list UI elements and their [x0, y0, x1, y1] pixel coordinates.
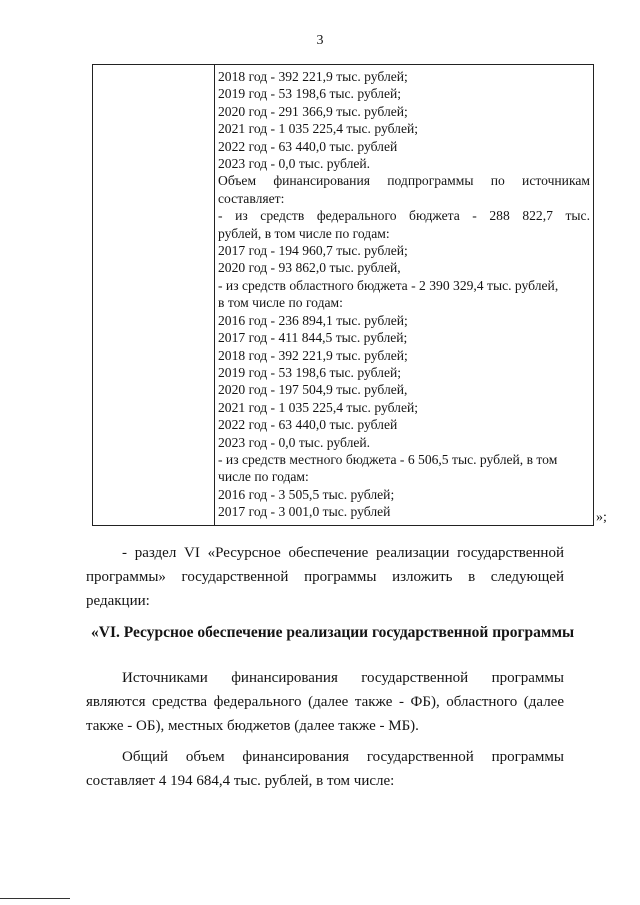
table-line: 2019 год - 53 198,6 тыс. рублей; [218, 86, 402, 102]
table-line: 2022 год - 63 440,0 тыс. рублей [218, 138, 398, 154]
funding-table [92, 64, 594, 526]
table-column-divider [214, 65, 215, 525]
table-line: рублей, в том числе по годам: [218, 225, 390, 241]
table-line: составляет: [218, 190, 285, 206]
table-line: числе по годам: [218, 469, 309, 485]
amendment-line: редакции: [86, 593, 150, 609]
table-line: 2017 год - 3 001,0 тыс. рублей [218, 504, 391, 520]
total-line: составляет 4 194 684,4 тыс. рублей, в том числе: [86, 773, 395, 789]
funding-details-cell [218, 68, 590, 521]
table-line: Объем финансирования подпрограммы по источникам [218, 173, 590, 189]
table-line: 2022 год - 63 440,0 тыс. рублей [218, 417, 398, 433]
sources-line: являются средства федерального (далее также - ФБ), областного (далее [86, 694, 564, 710]
section-heading: «VI. Ресурсное обеспечение реализации государственной программы [91, 624, 575, 641]
closing-quote: »; [596, 510, 607, 525]
table-line: 2023 год - 0,0 тыс. рублей. [218, 434, 371, 450]
total-paragraph [86, 745, 564, 793]
sources-paragraph [86, 666, 564, 738]
table-line: в том числе по годам: [218, 295, 343, 311]
table-line: 2021 год - 1 035 225,4 тыс. рублей; [218, 399, 419, 415]
table-line: - из средств местного бюджета - 6 506,5 тыс. рублей, в том [218, 451, 558, 467]
table-line: 2021 год - 1 035 225,4 тыс. рублей; [218, 121, 419, 137]
table-line: 2020 год - 197 504,9 тыс. рублей, [218, 382, 408, 398]
sources-line: также - ОБ), местных бюджетов (далее также - МБ). [86, 718, 419, 734]
table-line: 2020 год - 93 862,0 тыс. рублей, [218, 260, 401, 276]
total-line: Общий объем финансирования государственной программы [122, 749, 564, 765]
amendment-line: программы» государственной программы изложить в следующей [86, 569, 564, 585]
amendment-paragraph [86, 541, 564, 613]
table-line: 2020 год - 291 366,9 тыс. рублей; [218, 103, 408, 119]
table-line: 2023 год - 0,0 тыс. рублей. [218, 156, 371, 172]
amendment-line: - раздел VI «Ресурсное обеспечение реализации государственной [122, 545, 564, 561]
table-line: - из средств областного бюджета - 2 390 329,4 тыс. рублей, [218, 277, 559, 293]
table-line: 2018 год - 392 221,9 тыс. рублей; [218, 69, 408, 84]
footer-rule [0, 898, 70, 899]
page-number: 3 [316, 33, 324, 48]
table-line: 2016 год - 3 505,5 тыс. рублей; [218, 486, 395, 502]
table-line: - из средств федерального бюджета - 288 822,7 тыс. [218, 208, 590, 224]
table-line: 2019 год - 53 198,6 тыс. рублей; [218, 364, 402, 380]
sources-line: Источниками финансирования государственной программы [122, 670, 564, 686]
table-line: 2017 год - 411 844,5 тыс. рублей; [218, 330, 408, 346]
table-line: 2018 год - 392 221,9 тыс. рублей; [218, 347, 408, 363]
table-line: 2017 год - 194 960,7 тыс. рублей; [218, 243, 408, 259]
table-line: 2016 год - 236 894,1 тыс. рублей; [218, 312, 408, 328]
